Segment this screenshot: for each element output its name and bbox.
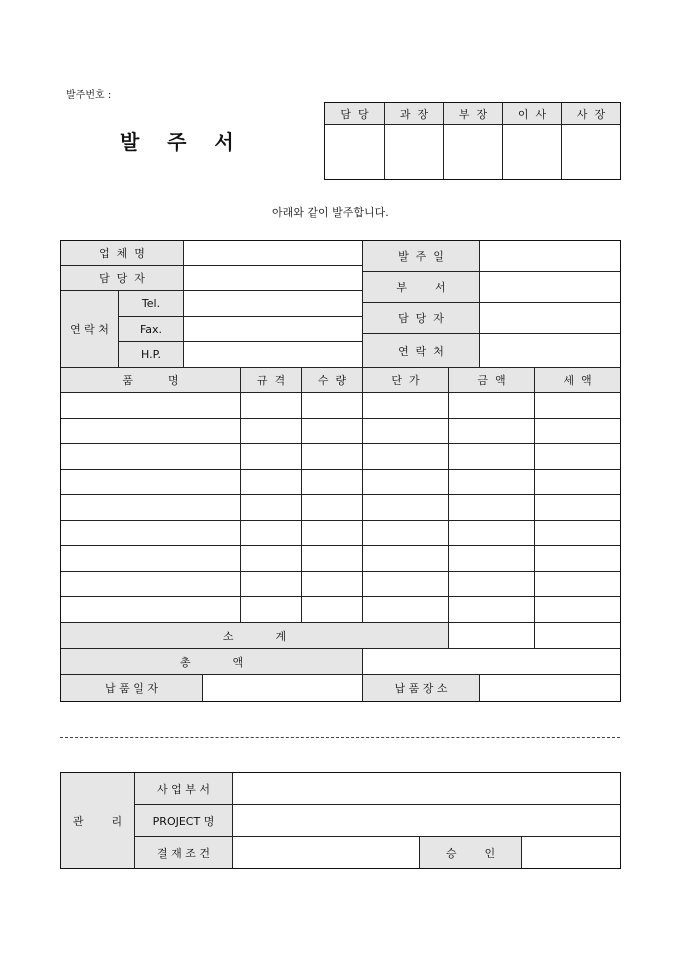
orderer-order_date-field[interactable] — [479, 240, 621, 272]
approval-sign-cell[interactable] — [443, 124, 503, 180]
item-cell[interactable] — [240, 392, 302, 419]
subtotal-tax[interactable] — [534, 622, 621, 649]
item-cell[interactable] — [301, 596, 363, 623]
items-header: 품 명 — [60, 367, 241, 393]
fax-field[interactable] — [183, 316, 363, 342]
items-header: 규 격 — [240, 367, 302, 393]
total-field[interactable] — [362, 648, 621, 675]
item-cell[interactable] — [240, 418, 302, 445]
item-cell[interactable] — [448, 545, 535, 572]
tel-field[interactable] — [183, 290, 363, 317]
approval-header: 이 사 — [502, 102, 562, 125]
business-dept-label: 사 업 부 서 — [134, 772, 233, 805]
item-cell[interactable] — [60, 418, 241, 445]
item-cell[interactable] — [448, 494, 535, 521]
total-label: 총 액 — [60, 648, 363, 675]
item-cell[interactable] — [301, 443, 363, 470]
items-header: 단 가 — [362, 367, 449, 393]
approval-label: 승 인 — [419, 836, 522, 869]
subtotal-label: 소 계 — [60, 622, 449, 649]
item-cell[interactable] — [362, 520, 449, 547]
orderer-contact-label: 연 락 처 — [362, 333, 480, 368]
company-field[interactable] — [183, 240, 363, 266]
item-cell[interactable] — [240, 571, 302, 598]
item-cell[interactable] — [534, 571, 621, 598]
subtotal-amount[interactable] — [448, 622, 535, 649]
item-cell[interactable] — [240, 494, 302, 521]
supplier-manager-label: 담 당 자 — [60, 265, 184, 291]
item-cell[interactable] — [60, 571, 241, 598]
item-cell[interactable] — [240, 443, 302, 470]
item-cell[interactable] — [301, 494, 363, 521]
item-cell[interactable] — [240, 469, 302, 496]
project-label: PROJECT 명 — [134, 804, 233, 837]
page-title: 발 주 서 — [120, 130, 234, 154]
supplier-manager-field[interactable] — [183, 265, 363, 291]
item-cell[interactable] — [534, 494, 621, 521]
item-cell[interactable] — [362, 494, 449, 521]
orderer-department-label: 부 서 — [362, 271, 480, 303]
item-cell[interactable] — [60, 469, 241, 496]
intro-text: 아래와 같이 발주합니다. — [272, 206, 389, 219]
items-header: 세 액 — [534, 367, 621, 393]
item-cell[interactable] — [60, 443, 241, 470]
approval-header: 사 장 — [561, 102, 621, 125]
item-cell[interactable] — [362, 469, 449, 496]
item-cell[interactable] — [448, 469, 535, 496]
item-cell[interactable] — [362, 571, 449, 598]
item-cell[interactable] — [362, 545, 449, 572]
order-number-label: 발주번호 : — [66, 90, 112, 101]
item-cell[interactable] — [60, 545, 241, 572]
company-label: 업 체 명 — [60, 240, 184, 266]
delivery-place-label: 납 품 장 소 — [362, 674, 480, 702]
supplier-contact-label: 연 락 처 — [60, 290, 119, 368]
items-header: 수 량 — [301, 367, 363, 393]
item-cell[interactable] — [301, 392, 363, 419]
item-cell[interactable] — [301, 571, 363, 598]
item-cell[interactable] — [301, 545, 363, 572]
item-cell[interactable] — [534, 520, 621, 547]
business-dept-field[interactable] — [232, 772, 621, 805]
item-cell[interactable] — [60, 392, 241, 419]
item-cell[interactable] — [534, 545, 621, 572]
item-cell[interactable] — [60, 520, 241, 547]
item-cell[interactable] — [448, 571, 535, 598]
item-cell[interactable] — [448, 596, 535, 623]
orderer-manager-field[interactable] — [479, 302, 621, 334]
item-cell[interactable] — [301, 520, 363, 547]
fax-label: Fax. — [118, 316, 184, 342]
payment-terms-label: 결 재 조 건 — [134, 836, 233, 869]
orderer-manager-label: 담 당 자 — [362, 302, 480, 334]
item-cell[interactable] — [448, 443, 535, 470]
items-header: 금 액 — [448, 367, 535, 393]
approval-sign-cell[interactable] — [561, 124, 621, 180]
approval-sign-cell[interactable] — [502, 124, 562, 180]
item-cell[interactable] — [448, 418, 535, 445]
item-cell[interactable] — [448, 520, 535, 547]
cut-line-divider — [60, 737, 620, 738]
item-cell[interactable] — [240, 545, 302, 572]
item-cell[interactable] — [448, 392, 535, 419]
item-cell[interactable] — [240, 596, 302, 623]
management-label: 관 리 — [60, 772, 135, 869]
item-cell[interactable] — [534, 469, 621, 496]
approval-field[interactable] — [521, 836, 621, 869]
hp-field[interactable] — [183, 341, 363, 368]
payment-terms-field[interactable] — [232, 836, 420, 869]
item-cell[interactable] — [534, 596, 621, 623]
delivery-place-field[interactable] — [479, 674, 621, 702]
orderer-order_date-label: 발 주 일 — [362, 240, 480, 272]
item-cell[interactable] — [301, 469, 363, 496]
item-cell[interactable] — [60, 494, 241, 521]
hp-label: H.P. — [118, 341, 184, 368]
item-cell[interactable] — [534, 418, 621, 445]
orderer-contact-field[interactable] — [479, 333, 621, 368]
item-cell[interactable] — [362, 596, 449, 623]
item-cell[interactable] — [240, 520, 302, 547]
approval-sign-cell[interactable] — [324, 124, 385, 180]
item-cell[interactable] — [60, 596, 241, 623]
tel-label: Tel. — [118, 290, 184, 317]
delivery-date-field[interactable] — [202, 674, 363, 702]
approval-sign-cell[interactable] — [384, 124, 444, 180]
orderer-department-field[interactable] — [479, 271, 621, 303]
item-cell[interactable] — [301, 418, 363, 445]
item-cell[interactable] — [362, 392, 449, 419]
approval-header: 담 당 — [324, 102, 385, 125]
item-cell[interactable] — [362, 418, 449, 445]
approval-header: 과 장 — [384, 102, 444, 125]
item-cell[interactable] — [534, 392, 621, 419]
item-cell[interactable] — [362, 443, 449, 470]
item-cell[interactable] — [534, 443, 621, 470]
approval-header: 부 장 — [443, 102, 503, 125]
project-field[interactable] — [232, 804, 621, 837]
delivery-date-label: 납 품 일 자 — [60, 674, 203, 702]
